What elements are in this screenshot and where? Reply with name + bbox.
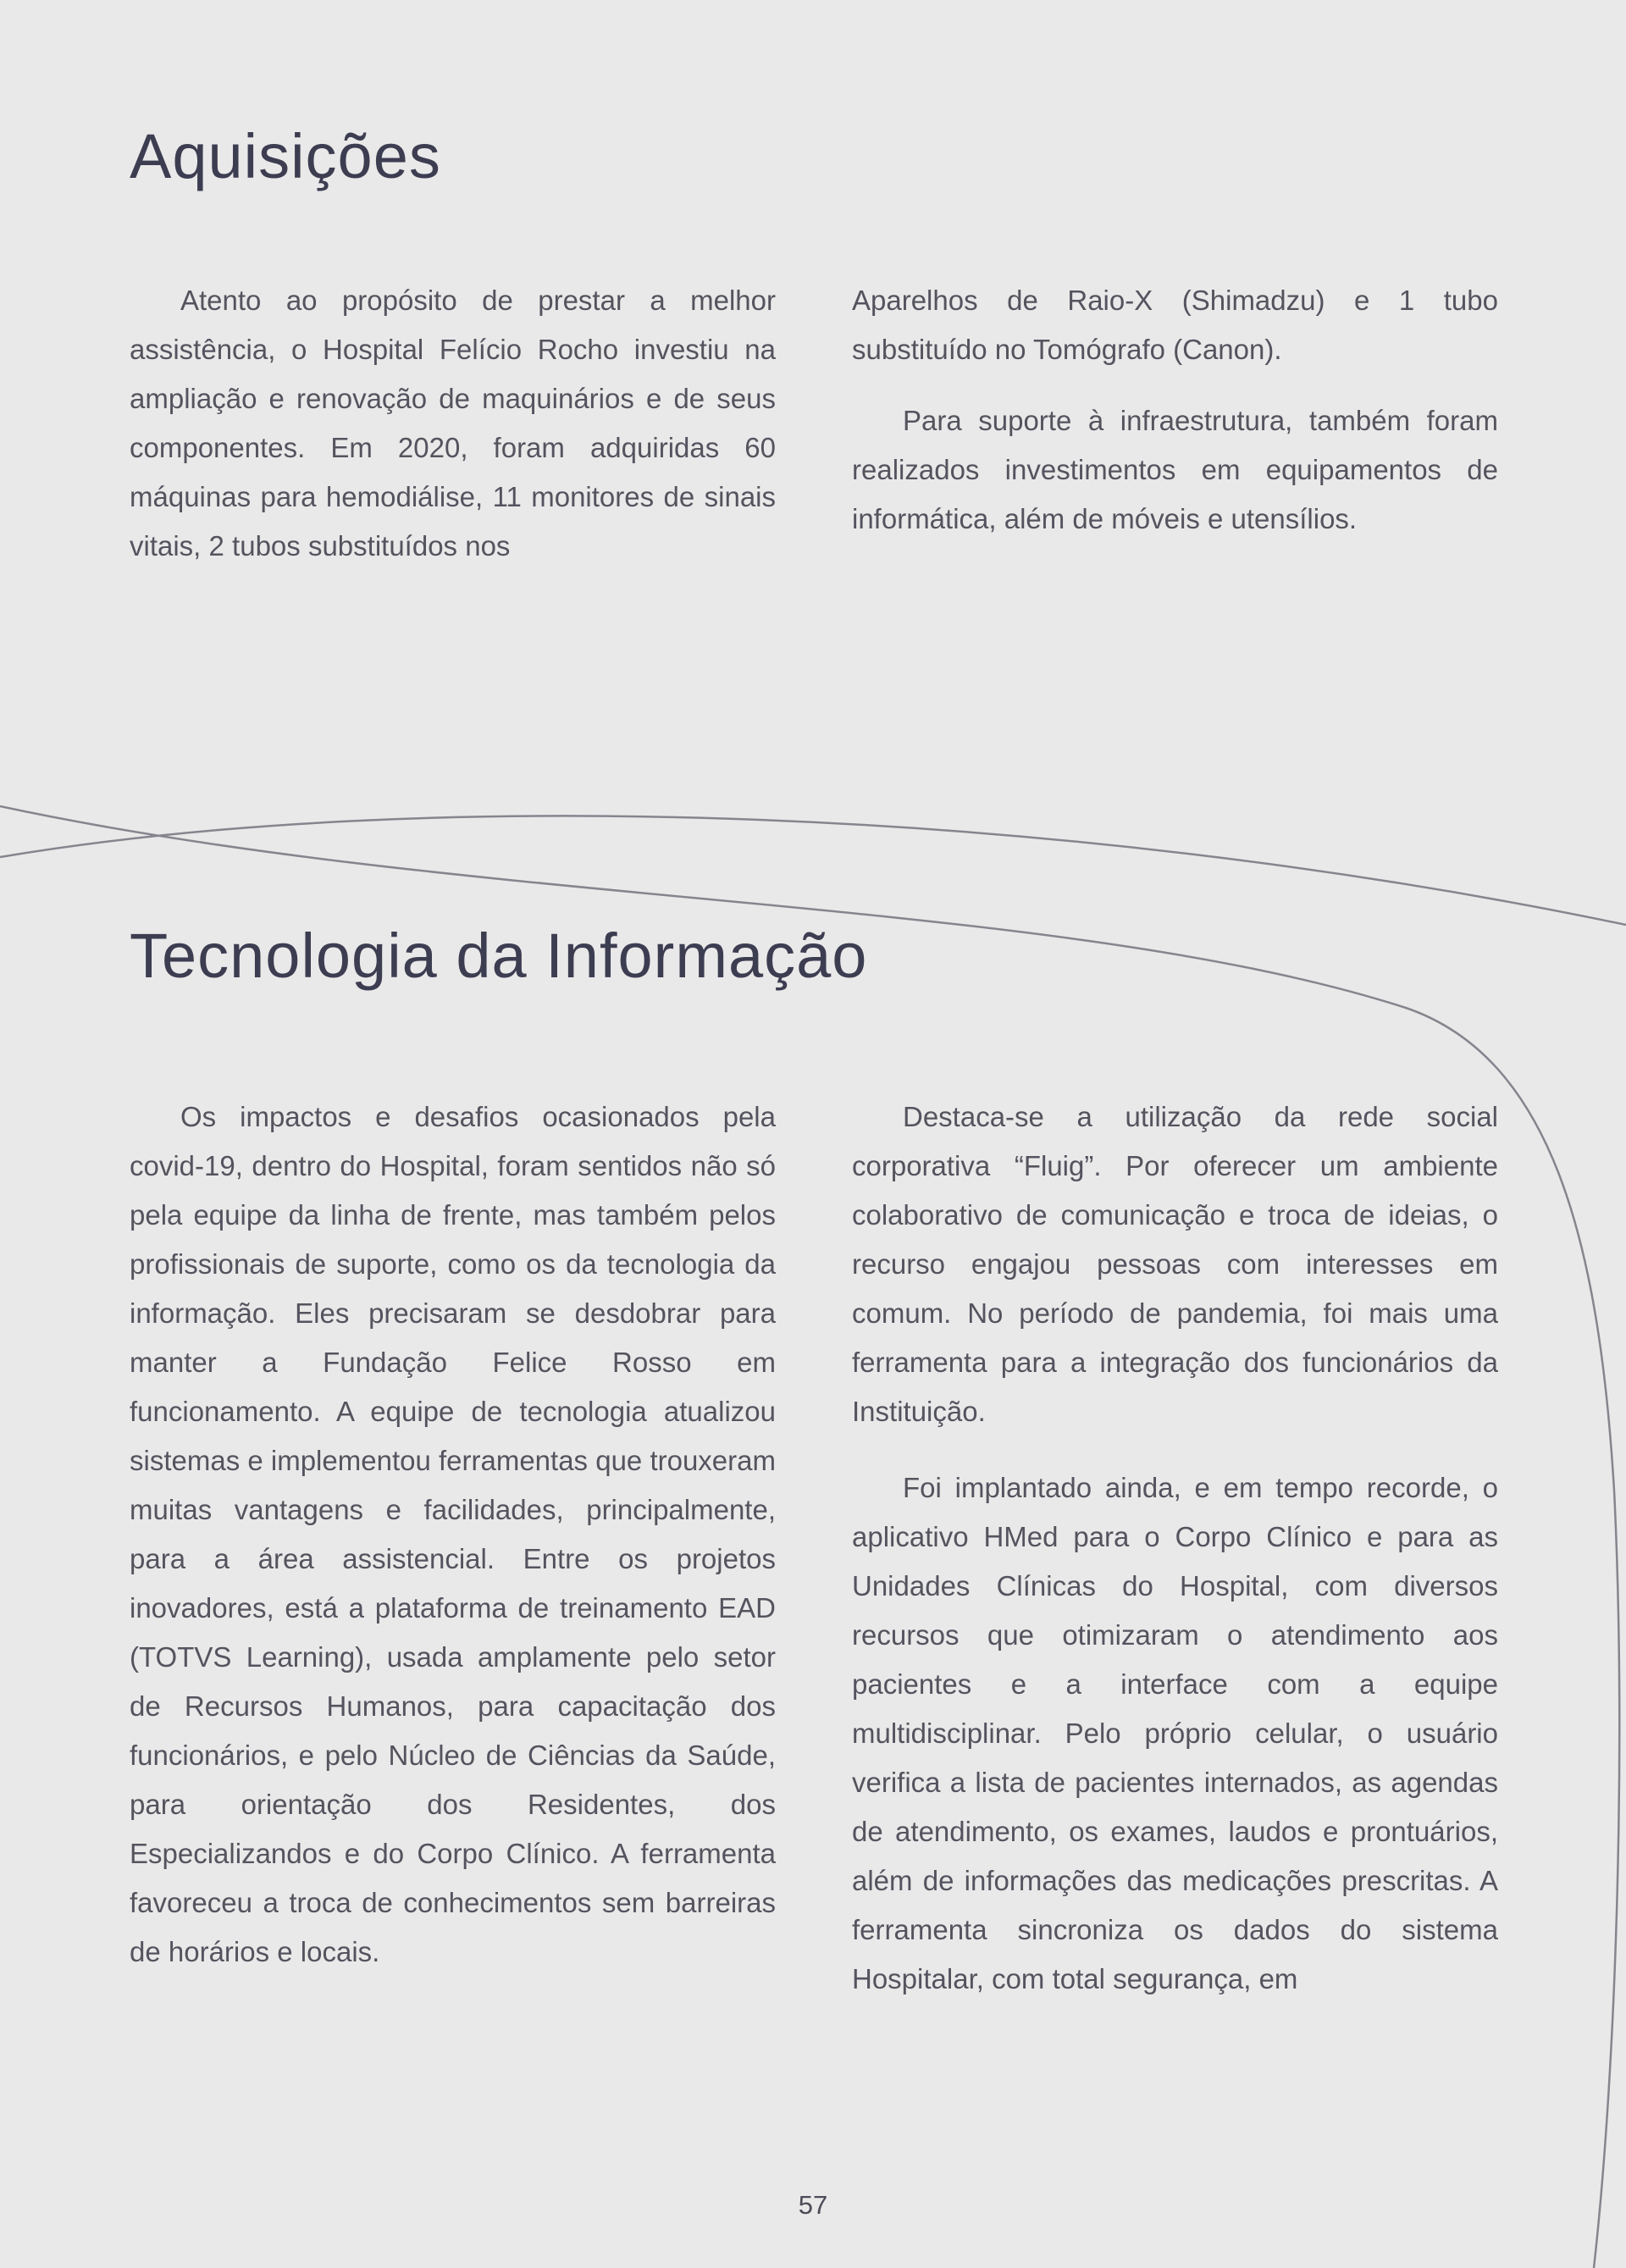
divider-curve-upper	[0, 816, 1626, 925]
section-title-aquisicoes: Aquisições	[130, 121, 441, 191]
section1-columns	[130, 276, 1498, 593]
section-title-tecnologia-da-informacao: Tecnologia da Informação	[130, 921, 868, 991]
section1-column-left	[130, 276, 776, 593]
section2-column-right	[852, 1093, 1498, 2026]
section1-paragraph-1: Atento ao propósito de prestar a melhor assistência, o Hospital Felício Rocho investiu na ampliação e renovação de maquinários e de seus componentes. Em 2020, foram adquiridas 60 máquinas para hemodiálise, 11 monitores de sinais vitais, 2 tubos substituídos nos	[130, 285, 776, 561]
section1-column-right	[852, 276, 1498, 593]
section2-column-left	[130, 1093, 776, 2026]
section2-paragraph-1: Os impactos e desafios ocasionados pela covid-19, dentro do Hospital, foram sentidos não só pela equipe da linha de frente, mas também pelos profissionais de suporte, como os da tecnologia da informação. Eles precisaram se desdobrar para manter a Fundação Felice Rosso em funcionamento. A equipe de tecnologia atualizou sistemas e implementou ferramentas que trouxeram muitas vantagens e facilidades, principalmente, para a área assistencial. Entre os projetos inovadores, está a plataforma de treinamento EAD (TOTVS Learning), usada amplamente pelo setor de Recursos Humanos, para capacitação dos funcionários, e pelo Núcleo de Ciências da Saúde, para orientação dos Residentes, dos Especializandos e do Corpo Clínico. A ferramenta favoreceu a troca de conhecimentos sem barreiras de horários e locais.	[130, 1101, 776, 1967]
section2-columns	[130, 1093, 1498, 2026]
section2-paragraph-3: Foi implantado ainda, e em tempo recorde, o aplicativo HMed para o Corpo Clínico e para as Unidades Clínicas do Hospital, com diversos recursos que otimizaram o atendimento aos pacientes e a interface com a equipe multidisciplinar. Pelo próprio celular, o usuário verifica a lista de pacientes internados, as agendas de atendimento, os exames, laudos e prontuários, além de informações das medicações prescritas. A ferramenta sincroniza os dados do sistema Hospitalar, com total segurança, em	[852, 1472, 1498, 1994]
page-number: 57	[798, 2190, 828, 2220]
section1-paragraph-3: Para suporte à infraestrutura, também foram realizados investimentos em equipamentos de informática, além de móveis e utensílios.	[852, 405, 1498, 534]
section1-paragraph-2: Aparelhos de Raio-X (Shimadzu) e 1 tubo substituído no Tomógrafo (Canon).	[852, 285, 1498, 365]
section2-paragraph-2: Destaca-se a utilização da rede social corporativa “Fluig”. Por oferecer um ambiente colaborativo de comunicação e troca de ideias, o recurso engajou pessoas com interesses em comum. No período de pandemia, foi mais uma ferramenta para a integração dos funcionários da Instituição.	[852, 1101, 1498, 1427]
